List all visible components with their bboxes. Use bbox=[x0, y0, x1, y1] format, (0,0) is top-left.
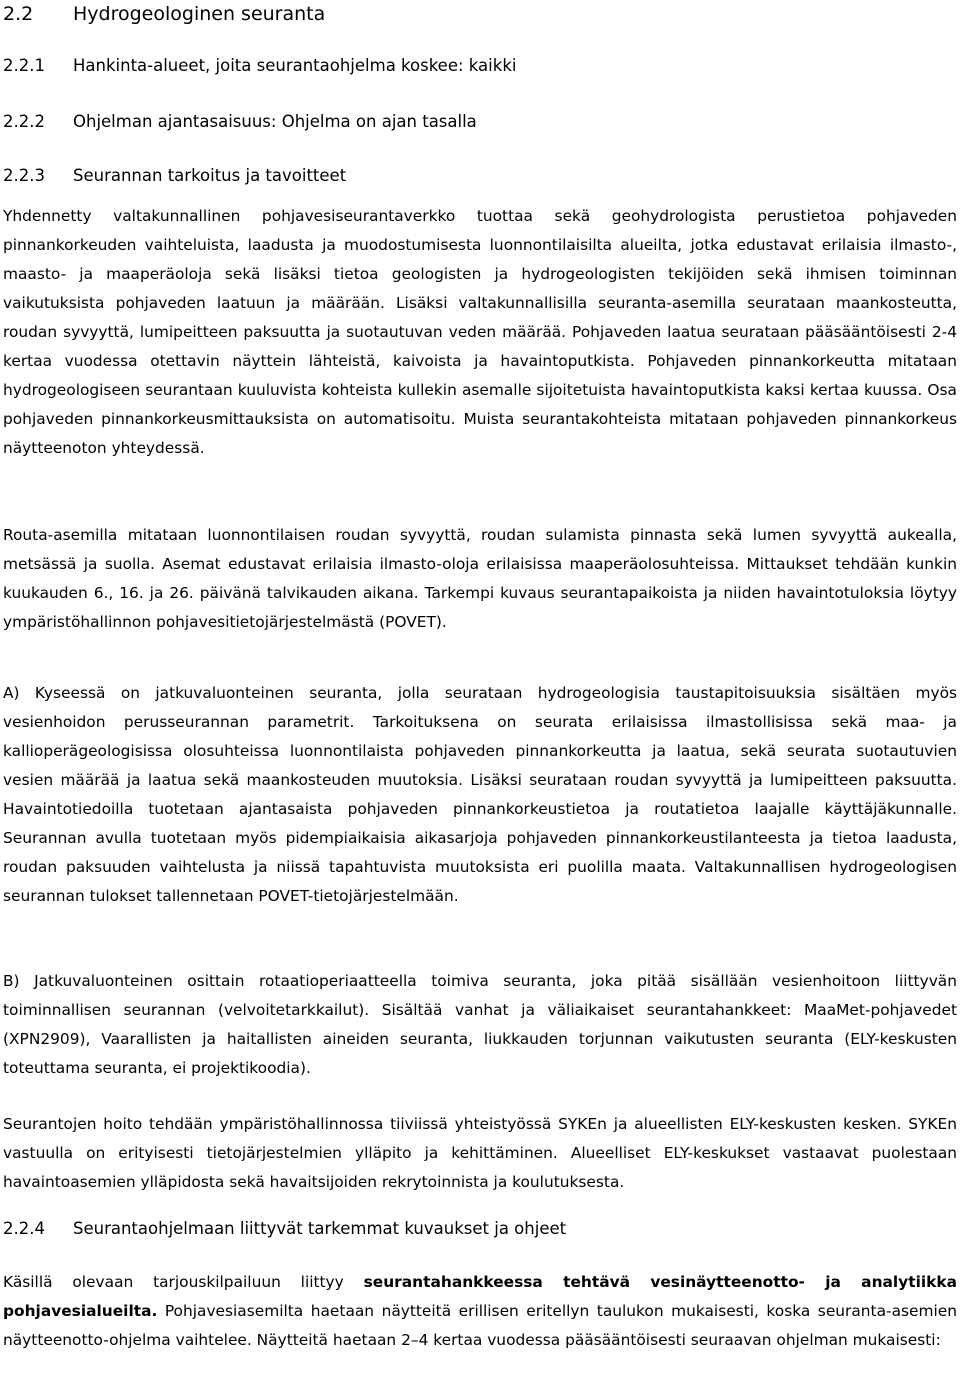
subsection-label: Hankinta-alueet, joita seurantaohjelma koskee: bbox=[73, 56, 464, 75]
tender-bold-text: seurantahankkeessa tehtävä vesinäytteenotto- ja analytiikka pohjavesialueilta. bbox=[3, 1273, 957, 1320]
subsection-label: Ohjelman ajantasaisuus: bbox=[73, 112, 277, 131]
subsection-number: 2.2.1 bbox=[3, 56, 45, 75]
subsection-number: 2.2.4 bbox=[3, 1219, 45, 1238]
subsection-value: Ohjelma on ajan tasalla bbox=[281, 112, 477, 131]
subsection-value: kaikki bbox=[468, 56, 517, 75]
subsection-heading-2-2-1 bbox=[3, 55, 516, 77]
tender-text-start: Käsillä olevaan tarjouskilpailuun liittyy bbox=[3, 1273, 344, 1291]
paragraph-purpose: Yhdennetty valtakunnallinen pohjavesiseurantaverkko tuottaa sekä geohydrologista perustietoa pohjaveden pinnankorkeuden vaihteluista, laadusta ja muodostumisesta luonnontilaisilta alueilta, jotka edustavat erilaisia ilmasto-, maasto- ja maaperäoloja sekä lisäksi tietoa geologisten ja hydrogeologisten tekijöiden sekä ihmisen toiminnan vaikutuksista pohjaveden laatuun ja määrään. Lisäksi valtakunnallisilla seuranta-asemilla seurataan maankosteutta, roudan syvyyttä, lumipeitteen paksuutta ja suotautuvan veden määrää. Pohjaveden laatua seurataan pääsääntöisesti 2-4 kertaa vuodessa otettavin näyttein lähteistä, kaivoista ja havaintoputkista. Pohjaveden pinnankorkeutta mitataan hydrogeologiseen seurantaan kuuluvista kohteista kullekin asemalle sijoitetuista havaintoputkista kaksi kertaa kuussa. Osa pohjaveden pinnankorkeusmittauksista on automatisoitu. Muista seurantakohteista mitataan pohjaveden pinnankorkeus näytteenoton yhteydessä. bbox=[3, 207, 957, 457]
section-number: 2.2 bbox=[3, 3, 34, 25]
subsection-heading-2-2-2 bbox=[3, 111, 477, 133]
tender-text-end: Pohjavesiasemilta haetaan näytteitä erillisen eritellyn taulukon mukaisesti, koska seuranta-asemien näytteenotto-ohjelma vaihtelee. Näytteitä haetaan 2–4 kertaa vuodessa pääsääntöisesti seuraavan ohjelman mukaisesti: bbox=[3, 1302, 957, 1349]
subsection-label: Seurantaohjelmaan liittyvät tarkemmat kuvaukset ja ohjeet bbox=[73, 1219, 567, 1238]
subsection-number: 2.2.2 bbox=[3, 112, 45, 131]
subsection-heading-2-2-3 bbox=[3, 165, 346, 187]
subsection-heading-2-2-4 bbox=[3, 1218, 566, 1240]
subsection-label: Seurannan tarkoitus ja tavoitteet bbox=[73, 166, 347, 185]
section-heading bbox=[3, 2, 325, 26]
paragraph-b: B) Jatkuvaluonteinen osittain rotaatioperiaatteella toimiva seuranta, joka pitää sisällään vesienhoitoon liittyvän toiminnallisen seurannan (velvoitetarkkailut). Sisältää vanhat ja väliaikaiset seurantahankkeet: MaaMet-pohjavedet (XPN2909), Vaarallisten ja haitallisten aineiden seuranta, liukkauden torjunnan vaikutusten seuranta (ELY-keskusten toteuttama seuranta, ei projektikoodia). bbox=[3, 972, 957, 1077]
section-title: Hydrogeologinen seuranta bbox=[73, 3, 326, 25]
subsection-number: 2.2.3 bbox=[3, 166, 45, 185]
paragraph-tender bbox=[3, 1268, 957, 1355]
paragraph-cooperation: Seurantojen hoito tehdään ympäristöhallinnossa tiiviissä yhteistyössä SYKEn ja alueellisten ELY-keskusten kesken. SYKEn vastuulla on erityisesti tietojärjestelmien ylläpito ja kehittäminen. Alueelliset ELY-keskukset vastaavat puolestaan havaintoasemien ylläpidosta sekä havaitsijoiden rekrytoinnista ja koulutuksesta. bbox=[3, 1115, 957, 1191]
paragraph-a: A) Kyseessä on jatkuvaluonteinen seuranta, jolla seurataan hydrogeologisia taustapitoisuuksia sisältäen myös vesienhoidon perusseurannan parametrit. Tarkoituksena on seurata erilaisissa ilmastollisissa sekä maa- ja kallioperägeologisissa olosuhteissa luonnontilaista pohjaveden pinnankorkeutta ja laatua, sekä seurata suotautuvien vesien määrää ja laatua sekä maankosteuden muutoksia. Lisäksi seurataan roudan syvyyttä ja lumipeitteen paksuutta. Havaintotiedoilla tuotetaan ajantasaista pohjaveden pinnankorkeustietoa ja routatietoa laajalle käyttäjäkunnalle. Seurannan avulla tuotetaan myös pidempiaikaisia aikasarjoja pohjaveden pinnankorkeustilanteesta ja tietoa laadusta, roudan paksuuden vaihtelusta ja niissä tapahtuvista muutoksista eri puolilla maata. Valtakunnallisen hydrogeologisen seurannan tulokset tallennetaan POVET-tietojärjestelmään. bbox=[3, 684, 957, 905]
paragraph-frost-stations: Routa-asemilla mitataan luonnontilaisen roudan syvyyttä, roudan sulamista pinnasta sekä lumen syvyyttä aukealla, metsässä ja suolla. Asemat edustavat erilaisia ilmasto-oloja erilaisissa maaperäolosuhteissa. Mittaukset tehdään kunkin kuukauden 6., 16. ja 26. päivänä talvikauden aikana. Tarkempi kuvaus seurantapaikoista ja niiden havaintotuloksia löytyy ympäristöhallinnon pohjavesitietojärjestelmästä (POVET). bbox=[3, 526, 957, 631]
